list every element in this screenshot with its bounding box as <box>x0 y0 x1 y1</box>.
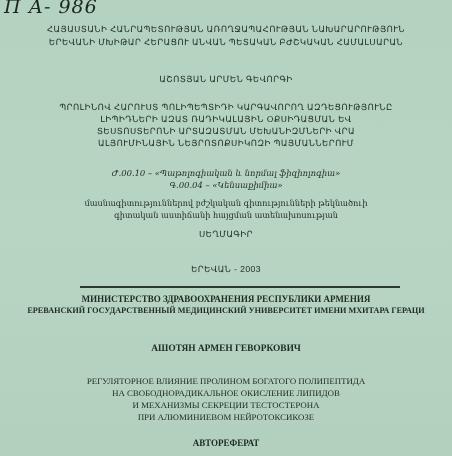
armenian-title-line-1: ՊՐՈԼԻՆՈՎ ՀԱՐՈՒՍՏ ՊՈԼԻՊԵՊՏԻԴԻ ԿԱՐԳԱՎՈՐՈՂ ԱԶԴԵՑՈՒԹՅՈՒՆԸ <box>59 102 393 112</box>
armenian-author-name: ԱՇՈՏՅԱՆ ԱՐՄԵՆ ԳԵՎՈՐԳԻ <box>159 74 293 84</box>
armenian-specialty-2: Գ.00.04 – «Կենսաքիմիա» <box>169 180 283 190</box>
russian-title-line-1: РЕГУЛЯТОРНОЕ ВЛИЯНИЕ ПРОЛИНОМ БОГАТОГО ПОЛИПЕПТИДА <box>86 376 366 386</box>
handwritten-catalog-number: П А- 986 <box>4 0 98 18</box>
armenian-ministry-heading: ՀԱՅԱՍՏԱՆԻ ՀԱՆՐԱՊԵՏՈՒԹՅԱՆ ԱՌՈՂՋԱՊԱՀՈՒԹՅԱՆ ՆԱԽԱՐԱՐՈՒԹՅՈՒՆ <box>47 24 405 34</box>
armenian-degree-line-2: գիտական աստիճանի հայցման ատենախոսության <box>114 210 338 220</box>
russian-title-line-2: НА СВОБОДНОРАДИКАЛЬНОЕ ОКИСЛЕНИЕ ЛИПИДОВ <box>112 388 340 398</box>
armenian-specialty-1: Ժ.00.10 – «Պաթոլոգիական և նորմալ ֆիզիոլոգիա» <box>111 168 341 178</box>
armenian-degree-line-1: մասնագիտություններով բժշկական գիտությունների թեկնածուի <box>84 198 368 208</box>
russian-title-line-4: ПРИ АЛЮМИНИЕВОМ НЕЙРОТОКСИКОЗЕ <box>137 412 315 422</box>
armenian-title-line-4: ԱԼՅՈՒՄԻՆԱՅԻՆ ՆԵՅՐՈՏՈՔՍԻԿՈԶԻ ՊԱՅՄԱՆՆԵՐՈՒՄ <box>97 138 355 148</box>
russian-author-name: АШОТЯН АРМЕН ГЕВОРКОВИЧ <box>151 344 301 354</box>
russian-doc-type: АВТОРЕФЕРАТ <box>192 438 260 448</box>
section-divider <box>80 286 400 288</box>
armenian-city-year: ԵՐԵՎԱՆ - 2003 <box>191 264 261 274</box>
armenian-title-line-2: ԼԻՊԻԴՆԵՐԻ ԱԶԱՏ ՌԱԴԻԿԱԼԱՅԻՆ ՕՔՍԻԴԱՑՄԱՆ ԵՎ <box>100 114 352 124</box>
armenian-title-line-3: ՏԵՍՏՈՍՏԵՐՈՆԻ ԱՐՏԱԶԱՏՄԱՆ ՄԵԽԱՆԻԶՄՆԵՐԻ ՎՐԱ <box>96 126 356 136</box>
armenian-university-heading: ԵՐԵՎԱՆԻ ՄԽԻԹԱՐ ՀԵՐԱՑՈՒ ԱՆՎԱՆ ՊԵՏԱԿԱՆ ԲԺՇԿԱԿԱՆ ՀԱՄԱԼՍԱՐԱՆ <box>48 37 404 47</box>
armenian-doc-type: ՍԵՂՄԱԳԻՐ <box>198 229 253 239</box>
russian-university-heading: ЕРЕВАНСКИЙ ГОСУДАРСТВЕННЫЙ МЕДИЦИНСКИЙ УНИВЕРСИТЕТ ИМЕНИ МХИТАРА ГЕРАЦИ <box>27 306 425 315</box>
russian-ministry-heading: МИНИСТЕРСТВО ЗДРАВООХРАНЕНИЯ РЕСПУБЛИКИ АРМЕНИЯ <box>81 294 371 304</box>
russian-title-line-3: И МЕХАНИЗМЫ СЕКРЕЦИИ ТЕСТОСТЕРОНА <box>132 400 320 410</box>
